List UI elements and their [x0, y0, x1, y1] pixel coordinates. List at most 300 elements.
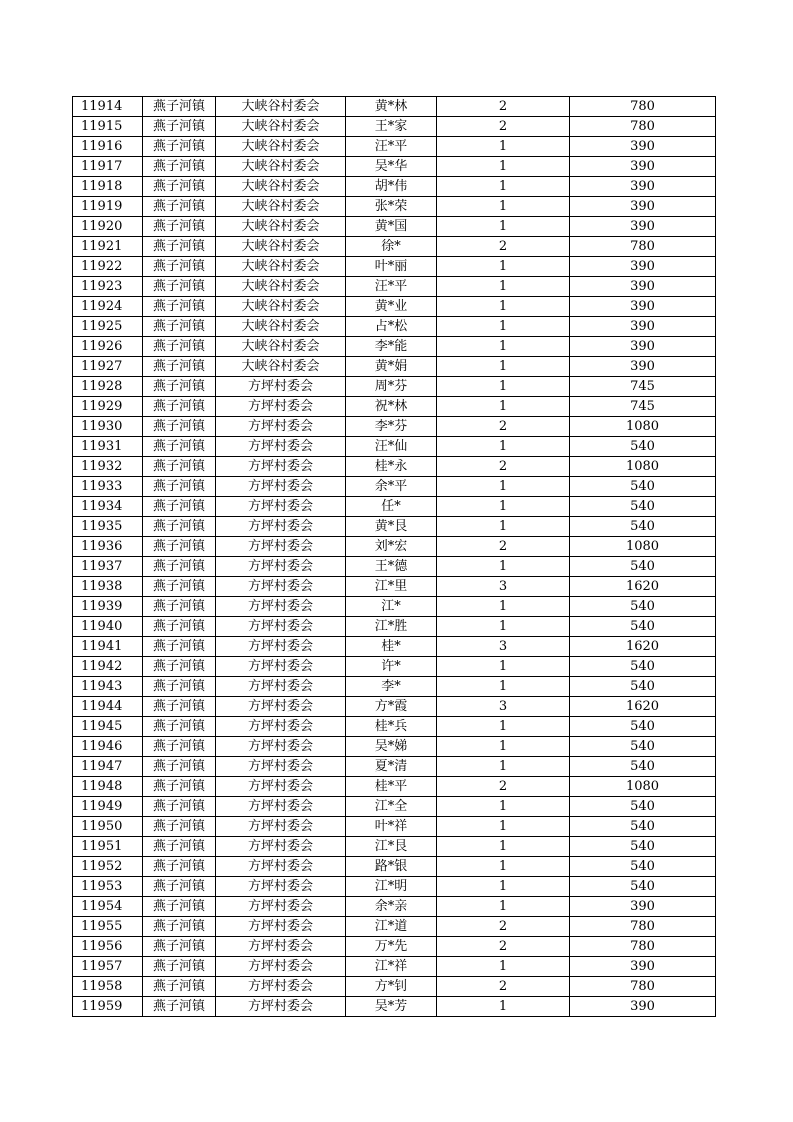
name-cell: 王*家	[346, 117, 437, 137]
amount-cell: 745	[570, 397, 716, 417]
town-cell: 燕子河镇	[143, 577, 216, 597]
amount-cell: 540	[570, 717, 716, 737]
count-cell: 1	[437, 197, 570, 217]
record-id-cell: 11928	[73, 377, 143, 397]
village-committee-cell: 方坪村委会	[216, 557, 346, 577]
amount-cell: 1080	[570, 457, 716, 477]
amount-cell: 390	[570, 357, 716, 377]
amount-cell: 780	[570, 977, 716, 997]
count-cell: 2	[437, 917, 570, 937]
town-cell: 燕子河镇	[143, 737, 216, 757]
count-cell: 2	[437, 937, 570, 957]
amount-cell: 540	[570, 597, 716, 617]
record-id-cell: 11941	[73, 637, 143, 657]
count-cell: 1	[437, 137, 570, 157]
table-row	[73, 277, 716, 297]
name-cell: 夏*清	[346, 757, 437, 777]
village-committee-cell: 方坪村委会	[216, 697, 346, 717]
amount-cell: 540	[570, 477, 716, 497]
village-committee-cell: 方坪村委会	[216, 997, 346, 1017]
town-cell: 燕子河镇	[143, 677, 216, 697]
count-cell: 1	[437, 717, 570, 737]
town-cell: 燕子河镇	[143, 557, 216, 577]
count-cell: 1	[437, 177, 570, 197]
record-id-cell: 11949	[73, 797, 143, 817]
name-cell: 汪*平	[346, 277, 437, 297]
table-row	[73, 117, 716, 137]
record-id-cell: 11914	[73, 97, 143, 117]
name-cell: 周*芬	[346, 377, 437, 397]
village-committee-cell: 大峡谷村委会	[216, 337, 346, 357]
name-cell: 黄*艮	[346, 517, 437, 537]
table-row	[73, 397, 716, 417]
town-cell: 燕子河镇	[143, 977, 216, 997]
record-id-cell: 11958	[73, 977, 143, 997]
record-id-cell: 11934	[73, 497, 143, 517]
name-cell: 万*先	[346, 937, 437, 957]
record-id-cell: 11915	[73, 117, 143, 137]
record-id-cell: 11953	[73, 877, 143, 897]
amount-cell: 390	[570, 297, 716, 317]
name-cell: 任*	[346, 497, 437, 517]
village-committee-cell: 大峡谷村委会	[216, 117, 346, 137]
count-cell: 1	[437, 477, 570, 497]
table-row	[73, 357, 716, 377]
town-cell: 燕子河镇	[143, 397, 216, 417]
name-cell: 江*道	[346, 917, 437, 937]
town-cell: 燕子河镇	[143, 137, 216, 157]
count-cell: 2	[437, 237, 570, 257]
village-committee-cell: 方坪村委会	[216, 657, 346, 677]
village-committee-cell: 方坪村委会	[216, 877, 346, 897]
village-committee-cell: 方坪村委会	[216, 837, 346, 857]
name-cell: 胡*伟	[346, 177, 437, 197]
town-cell: 燕子河镇	[143, 997, 216, 1017]
town-cell: 燕子河镇	[143, 917, 216, 937]
name-cell: 方*霞	[346, 697, 437, 717]
table-row	[73, 997, 716, 1017]
town-cell: 燕子河镇	[143, 937, 216, 957]
count-cell: 1	[437, 997, 570, 1017]
count-cell: 1	[437, 657, 570, 677]
town-cell: 燕子河镇	[143, 317, 216, 337]
village-committee-cell: 方坪村委会	[216, 457, 346, 477]
table-row	[73, 597, 716, 617]
count-cell: 2	[437, 777, 570, 797]
table-row	[73, 677, 716, 697]
amount-cell: 390	[570, 277, 716, 297]
town-cell: 燕子河镇	[143, 177, 216, 197]
town-cell: 燕子河镇	[143, 97, 216, 117]
village-committee-cell: 大峡谷村委会	[216, 237, 346, 257]
record-id-cell: 11944	[73, 697, 143, 717]
village-committee-cell: 方坪村委会	[216, 737, 346, 757]
town-cell: 燕子河镇	[143, 697, 216, 717]
amount-cell: 540	[570, 677, 716, 697]
amount-cell: 540	[570, 757, 716, 777]
name-cell: 江*艮	[346, 837, 437, 857]
village-committee-cell: 方坪村委会	[216, 377, 346, 397]
table-row	[73, 657, 716, 677]
table-row	[73, 457, 716, 477]
amount-cell: 780	[570, 97, 716, 117]
count-cell: 1	[437, 837, 570, 857]
amount-cell: 390	[570, 157, 716, 177]
amount-cell: 540	[570, 617, 716, 637]
village-committee-cell: 方坪村委会	[216, 917, 346, 937]
town-cell: 燕子河镇	[143, 877, 216, 897]
town-cell: 燕子河镇	[143, 717, 216, 737]
count-cell: 1	[437, 217, 570, 237]
village-committee-cell: 大峡谷村委会	[216, 277, 346, 297]
town-cell: 燕子河镇	[143, 817, 216, 837]
name-cell: 吴*华	[346, 157, 437, 177]
table-row	[73, 617, 716, 637]
name-cell: 李*芬	[346, 417, 437, 437]
table-row	[73, 237, 716, 257]
amount-cell: 780	[570, 917, 716, 937]
village-committee-cell: 大峡谷村委会	[216, 297, 346, 317]
record-id-cell: 11916	[73, 137, 143, 157]
village-committee-cell: 大峡谷村委会	[216, 97, 346, 117]
town-cell: 燕子河镇	[143, 117, 216, 137]
record-id-cell: 11937	[73, 557, 143, 577]
record-id-cell: 11924	[73, 297, 143, 317]
table-row	[73, 757, 716, 777]
count-cell: 2	[437, 97, 570, 117]
count-cell: 1	[437, 157, 570, 177]
village-committee-cell: 方坪村委会	[216, 417, 346, 437]
record-id-cell: 11932	[73, 457, 143, 477]
amount-cell: 1620	[570, 697, 716, 717]
count-cell: 1	[437, 437, 570, 457]
record-id-cell: 11940	[73, 617, 143, 637]
name-cell: 汪*仙	[346, 437, 437, 457]
record-id-cell: 11942	[73, 657, 143, 677]
village-committee-cell: 方坪村委会	[216, 597, 346, 617]
record-id-cell: 11946	[73, 737, 143, 757]
table-row	[73, 157, 716, 177]
amount-cell: 390	[570, 177, 716, 197]
table-row	[73, 337, 716, 357]
count-cell: 1	[437, 817, 570, 837]
amount-cell: 390	[570, 217, 716, 237]
name-cell: 张*荣	[346, 197, 437, 217]
town-cell: 燕子河镇	[143, 637, 216, 657]
amount-cell: 390	[570, 137, 716, 157]
village-committee-cell: 方坪村委会	[216, 477, 346, 497]
name-cell: 吴*芳	[346, 997, 437, 1017]
count-cell: 1	[437, 617, 570, 637]
amount-cell: 390	[570, 997, 716, 1017]
town-cell: 燕子河镇	[143, 337, 216, 357]
town-cell: 燕子河镇	[143, 657, 216, 677]
record-id-cell: 11956	[73, 937, 143, 957]
name-cell: 叶*祥	[346, 817, 437, 837]
town-cell: 燕子河镇	[143, 277, 216, 297]
amount-cell: 1080	[570, 537, 716, 557]
town-cell: 燕子河镇	[143, 797, 216, 817]
village-committee-cell: 方坪村委会	[216, 977, 346, 997]
count-cell: 3	[437, 697, 570, 717]
amount-cell: 780	[570, 237, 716, 257]
town-cell: 燕子河镇	[143, 457, 216, 477]
name-cell: 徐*	[346, 237, 437, 257]
name-cell: 江*全	[346, 797, 437, 817]
count-cell: 3	[437, 637, 570, 657]
name-cell: 李*	[346, 677, 437, 697]
village-committee-cell: 大峡谷村委会	[216, 157, 346, 177]
name-cell: 许*	[346, 657, 437, 677]
data-table	[72, 96, 716, 1017]
amount-cell: 390	[570, 257, 716, 277]
name-cell: 桂*永	[346, 457, 437, 477]
amount-cell: 540	[570, 657, 716, 677]
count-cell: 1	[437, 797, 570, 817]
table-row	[73, 977, 716, 997]
count-cell: 1	[437, 277, 570, 297]
table-row	[73, 737, 716, 757]
name-cell: 桂*	[346, 637, 437, 657]
record-id-cell: 11947	[73, 757, 143, 777]
count-cell: 3	[437, 577, 570, 597]
amount-cell: 540	[570, 817, 716, 837]
amount-cell: 540	[570, 837, 716, 857]
count-cell: 1	[437, 397, 570, 417]
town-cell: 燕子河镇	[143, 477, 216, 497]
village-committee-cell: 方坪村委会	[216, 797, 346, 817]
amount-cell: 540	[570, 497, 716, 517]
count-cell: 1	[437, 357, 570, 377]
name-cell: 黄*国	[346, 217, 437, 237]
name-cell: 刘*宏	[346, 537, 437, 557]
table-row	[73, 97, 716, 117]
amount-cell: 745	[570, 377, 716, 397]
town-cell: 燕子河镇	[143, 957, 216, 977]
record-id-cell: 11954	[73, 897, 143, 917]
town-cell: 燕子河镇	[143, 857, 216, 877]
table-row	[73, 937, 716, 957]
record-id-cell: 11917	[73, 157, 143, 177]
town-cell: 燕子河镇	[143, 217, 216, 237]
name-cell: 方*钊	[346, 977, 437, 997]
table-row	[73, 797, 716, 817]
village-committee-cell: 方坪村委会	[216, 857, 346, 877]
table-row	[73, 897, 716, 917]
count-cell: 1	[437, 897, 570, 917]
table-row	[73, 137, 716, 157]
count-cell: 1	[437, 957, 570, 977]
record-id-cell: 11930	[73, 417, 143, 437]
town-cell: 燕子河镇	[143, 497, 216, 517]
record-id-cell: 11922	[73, 257, 143, 277]
village-committee-cell: 方坪村委会	[216, 817, 346, 837]
table-row	[73, 177, 716, 197]
amount-cell: 1080	[570, 417, 716, 437]
table-row	[73, 217, 716, 237]
record-id-cell: 11929	[73, 397, 143, 417]
amount-cell: 540	[570, 557, 716, 577]
record-id-cell: 11923	[73, 277, 143, 297]
table-row	[73, 437, 716, 457]
village-committee-cell: 大峡谷村委会	[216, 217, 346, 237]
village-committee-cell: 大峡谷村委会	[216, 177, 346, 197]
amount-cell: 1620	[570, 577, 716, 597]
record-id-cell: 11957	[73, 957, 143, 977]
record-id-cell: 11959	[73, 997, 143, 1017]
name-cell: 江*明	[346, 877, 437, 897]
amount-cell: 540	[570, 797, 716, 817]
amount-cell: 390	[570, 317, 716, 337]
amount-cell: 1080	[570, 777, 716, 797]
table-row	[73, 877, 716, 897]
name-cell: 余*亲	[346, 897, 437, 917]
town-cell: 燕子河镇	[143, 617, 216, 637]
name-cell: 江*胜	[346, 617, 437, 637]
name-cell: 叶*丽	[346, 257, 437, 277]
village-committee-cell: 方坪村委会	[216, 777, 346, 797]
amount-cell: 390	[570, 897, 716, 917]
amount-cell: 780	[570, 937, 716, 957]
table-row	[73, 557, 716, 577]
table-row	[73, 537, 716, 557]
count-cell: 1	[437, 257, 570, 277]
name-cell: 江*祥	[346, 957, 437, 977]
table-row	[73, 477, 716, 497]
name-cell: 江*里	[346, 577, 437, 597]
count-cell: 1	[437, 517, 570, 537]
record-id-cell: 11951	[73, 837, 143, 857]
town-cell: 燕子河镇	[143, 597, 216, 617]
count-cell: 1	[437, 557, 570, 577]
town-cell: 燕子河镇	[143, 837, 216, 857]
town-cell: 燕子河镇	[143, 757, 216, 777]
amount-cell: 540	[570, 437, 716, 457]
village-committee-cell: 方坪村委会	[216, 397, 346, 417]
count-cell: 1	[437, 597, 570, 617]
amount-cell: 390	[570, 957, 716, 977]
village-committee-cell: 方坪村委会	[216, 537, 346, 557]
record-id-cell: 11945	[73, 717, 143, 737]
table-row	[73, 577, 716, 597]
count-cell: 1	[437, 857, 570, 877]
record-id-cell: 11936	[73, 537, 143, 557]
record-id-cell: 11948	[73, 777, 143, 797]
table-row	[73, 817, 716, 837]
count-cell: 2	[437, 417, 570, 437]
record-id-cell: 11955	[73, 917, 143, 937]
village-committee-cell: 大峡谷村委会	[216, 257, 346, 277]
town-cell: 燕子河镇	[143, 297, 216, 317]
count-cell: 1	[437, 737, 570, 757]
table-row	[73, 957, 716, 977]
record-id-cell: 11920	[73, 217, 143, 237]
name-cell: 占*松	[346, 317, 437, 337]
name-cell: 桂*兵	[346, 717, 437, 737]
name-cell: 吴*娣	[346, 737, 437, 757]
village-committee-cell: 大峡谷村委会	[216, 357, 346, 377]
name-cell: 桂*平	[346, 777, 437, 797]
amount-cell: 540	[570, 517, 716, 537]
town-cell: 燕子河镇	[143, 377, 216, 397]
village-committee-cell: 大峡谷村委会	[216, 317, 346, 337]
town-cell: 燕子河镇	[143, 437, 216, 457]
record-id-cell: 11927	[73, 357, 143, 377]
village-committee-cell: 方坪村委会	[216, 677, 346, 697]
count-cell: 1	[437, 337, 570, 357]
town-cell: 燕子河镇	[143, 257, 216, 277]
record-id-cell: 11952	[73, 857, 143, 877]
town-cell: 燕子河镇	[143, 777, 216, 797]
village-committee-cell: 方坪村委会	[216, 957, 346, 977]
amount-cell: 1620	[570, 637, 716, 657]
table-row	[73, 377, 716, 397]
record-id-cell: 11943	[73, 677, 143, 697]
village-committee-cell: 方坪村委会	[216, 437, 346, 457]
name-cell: 汪*平	[346, 137, 437, 157]
count-cell: 2	[437, 537, 570, 557]
table-row	[73, 777, 716, 797]
village-committee-cell: 大峡谷村委会	[216, 137, 346, 157]
record-id-cell: 11950	[73, 817, 143, 837]
record-id-cell: 11925	[73, 317, 143, 337]
table-row	[73, 317, 716, 337]
record-id-cell: 11935	[73, 517, 143, 537]
amount-cell: 540	[570, 737, 716, 757]
table-row	[73, 637, 716, 657]
table-row	[73, 717, 716, 737]
village-committee-cell: 方坪村委会	[216, 637, 346, 657]
name-cell: 李*能	[346, 337, 437, 357]
count-cell: 1	[437, 317, 570, 337]
name-cell: 黄*业	[346, 297, 437, 317]
name-cell: 黄*林	[346, 97, 437, 117]
village-committee-cell: 方坪村委会	[216, 757, 346, 777]
count-cell: 1	[437, 677, 570, 697]
table-body	[73, 97, 716, 1017]
record-id-cell: 11921	[73, 237, 143, 257]
village-committee-cell: 方坪村委会	[216, 897, 346, 917]
name-cell: 余*平	[346, 477, 437, 497]
amount-cell: 540	[570, 877, 716, 897]
count-cell: 1	[437, 377, 570, 397]
town-cell: 燕子河镇	[143, 197, 216, 217]
amount-cell: 390	[570, 197, 716, 217]
village-committee-cell: 方坪村委会	[216, 577, 346, 597]
table-row	[73, 697, 716, 717]
record-id-cell: 11939	[73, 597, 143, 617]
amount-cell: 540	[570, 857, 716, 877]
village-committee-cell: 方坪村委会	[216, 617, 346, 637]
count-cell: 2	[437, 977, 570, 997]
village-committee-cell: 大峡谷村委会	[216, 197, 346, 217]
table-row	[73, 297, 716, 317]
count-cell: 2	[437, 117, 570, 137]
table-row	[73, 517, 716, 537]
record-id-cell: 11931	[73, 437, 143, 457]
table-row	[73, 497, 716, 517]
record-id-cell: 11933	[73, 477, 143, 497]
name-cell: 黄*娟	[346, 357, 437, 377]
town-cell: 燕子河镇	[143, 517, 216, 537]
table-row	[73, 917, 716, 937]
table-row	[73, 417, 716, 437]
record-id-cell: 11919	[73, 197, 143, 217]
count-cell: 2	[437, 457, 570, 477]
town-cell: 燕子河镇	[143, 897, 216, 917]
town-cell: 燕子河镇	[143, 537, 216, 557]
amount-cell: 780	[570, 117, 716, 137]
